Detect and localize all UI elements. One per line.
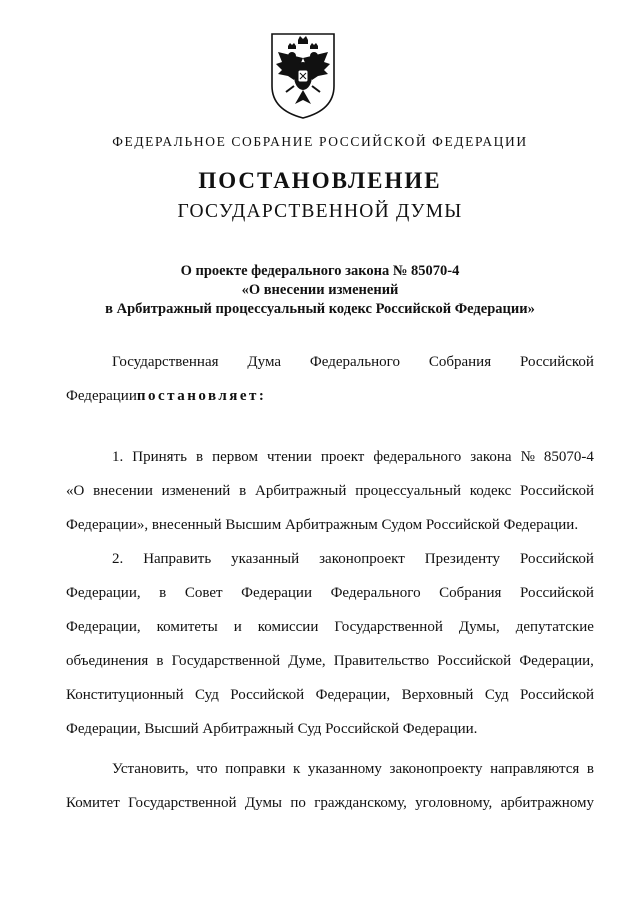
word: 2. (112, 551, 124, 567)
word: поправки (225, 761, 286, 777)
organization-heading: ФЕДЕРАЛЬНОЕ СОБРАНИЕ РОССИЙСКОЙ ФЕДЕРАЦИИ (112, 134, 528, 149)
word: арбитражному (500, 795, 594, 811)
word: Российской (520, 551, 594, 567)
word: Правительство (333, 653, 430, 669)
justified-line (66, 678, 594, 712)
word: Принять (132, 449, 187, 465)
word: чтении (266, 449, 312, 465)
subject-line: О проекте федерального закона № 85070-4 (180, 263, 460, 279)
word: Дума (247, 354, 282, 370)
paragraph-item-1 (66, 440, 594, 542)
justified-line (66, 542, 594, 576)
justified-line (66, 752, 594, 786)
word: федерального (373, 449, 462, 465)
word: уголовному, (415, 795, 493, 811)
word: Собрания (439, 585, 502, 601)
word: и (233, 619, 242, 635)
word: в (586, 761, 594, 777)
word: Федерации, (66, 585, 141, 601)
word: в (156, 653, 164, 669)
word: Собрания (428, 354, 492, 370)
word: закона (470, 449, 512, 465)
text-line: Федерации, Высший Арбитражный Суд Российской Федерации. (66, 721, 478, 737)
word: комитеты (156, 619, 218, 635)
word: в (195, 449, 204, 465)
word: указанный (231, 551, 300, 567)
word: «О (66, 483, 85, 499)
intro-paragraph (66, 345, 594, 413)
word: в (239, 483, 247, 499)
word: Федерального (330, 585, 421, 601)
word: в (159, 585, 167, 601)
word: Федерации, (315, 687, 391, 703)
word: Федерации (241, 585, 312, 601)
word: законопроект (319, 551, 405, 567)
word: Российской (520, 483, 594, 499)
word: комиссии (257, 619, 319, 635)
word: Верховный (401, 687, 474, 703)
word: изменений (161, 483, 231, 499)
word: Направить (143, 551, 212, 567)
word: Совет (184, 585, 223, 601)
word: направляются (490, 761, 580, 777)
word: Российской (437, 653, 512, 669)
coat-of-arms-emblem (268, 30, 338, 122)
word: Думе, (288, 653, 326, 669)
justified-line (66, 644, 594, 678)
word: Думы, (458, 619, 500, 635)
justified-line (66, 474, 594, 508)
word: к (292, 761, 301, 777)
word: Государственной (128, 795, 237, 811)
word: гражданскому, (314, 795, 407, 811)
justified-line (66, 610, 594, 644)
word: по (290, 795, 306, 811)
word: 1. (112, 449, 124, 465)
word: указанному (307, 761, 382, 777)
word: внесении (93, 483, 153, 499)
paragraph-item-2 (66, 542, 594, 746)
word: 85070-4 (543, 449, 594, 465)
word: Арбитражный (255, 483, 347, 499)
text-fragment: Федерации (66, 388, 137, 404)
word: кодекс (469, 483, 512, 499)
word: Российской (520, 354, 594, 370)
word: Президенту (424, 551, 501, 567)
word: Суд (195, 687, 219, 703)
word: депутатские (515, 619, 594, 635)
word: что (196, 761, 218, 777)
word: Государственной (334, 619, 443, 635)
subject-line: в Арбитражный процессуальный кодекс Российской Федерации» (105, 301, 535, 317)
justified-line (66, 345, 594, 379)
subject-block (0, 262, 640, 319)
subject-line: «О внесении изменений (241, 282, 399, 298)
justified-line (66, 440, 594, 474)
decision-keyword: постановляет: (136, 388, 267, 404)
paragraph-item-3 (66, 752, 594, 820)
document-title: ПОСТАНОВЛЕНИЕ (198, 168, 442, 193)
word: Установить, (112, 761, 189, 777)
word: Государственной (171, 653, 281, 669)
document-subtitle: ГОСУДАРСТВЕННОЙ ДУМЫ (177, 201, 463, 222)
word: законопроекту (389, 761, 483, 777)
text-line (66, 379, 594, 413)
word: Федерации, (519, 653, 594, 669)
word: Российской (520, 687, 594, 703)
word: первом (212, 449, 258, 465)
justified-line (66, 786, 594, 820)
word: Комитет (66, 795, 120, 811)
word: № (520, 449, 535, 465)
word: Федерального (309, 354, 400, 370)
word: Конституционный (66, 687, 184, 703)
word: Государственная (112, 354, 219, 370)
justified-line (66, 576, 594, 610)
word: Суд (484, 687, 509, 703)
text-line: Федерации», внесенный Высшим Арбитражным Судом Российской Федерации. (66, 517, 579, 533)
word: проект (320, 449, 365, 465)
word: Думы (244, 795, 283, 811)
word: Российской (520, 585, 594, 601)
word: Федерации, (66, 619, 141, 635)
word: Российской (230, 687, 305, 703)
word: процессуальный (355, 483, 461, 499)
word: объединения (66, 653, 149, 669)
